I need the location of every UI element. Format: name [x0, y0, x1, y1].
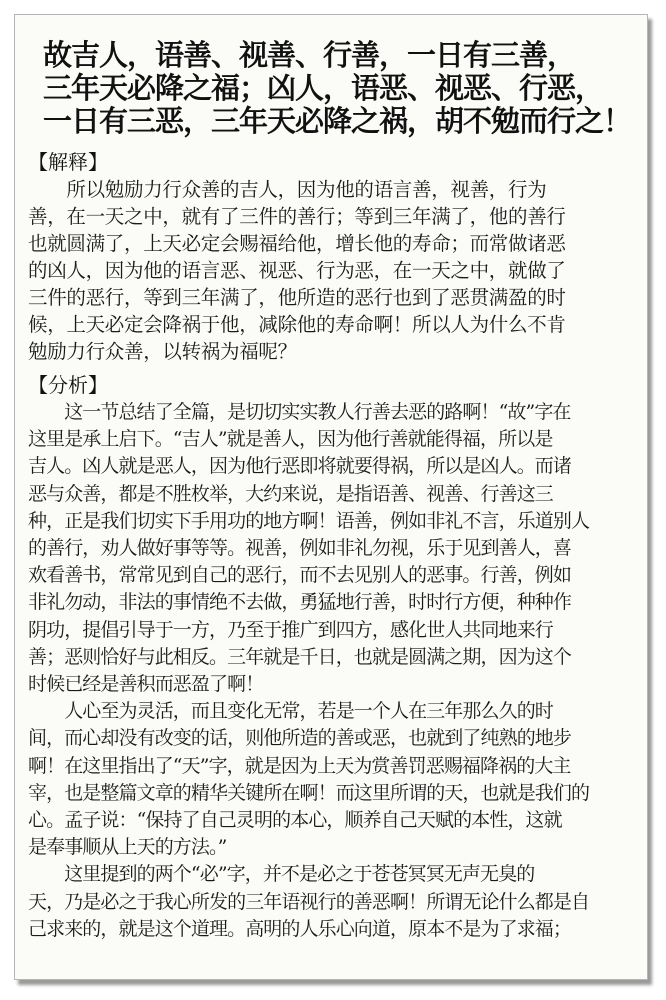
text-line: 所以勉励力行众善的吉人，因为他的语言善，视善，行为 — [28, 178, 547, 201]
analysis-paragraph-1 — [28, 399, 640, 698]
text-line: 的善行，劝人做好事等等。视善，例如非礼勿视，乐于见到善人，喜 — [28, 537, 572, 560]
text-line: 啊！在这里指出了“天”字，就是因为上天为赏善罚恶赐福降祸的大主 — [28, 754, 571, 777]
text-line: 也就圆满了，上天必定会赐福给他，增长他的寿命；而常做诸恶 — [28, 232, 566, 255]
text-line: 己求来的，就是这个道理。高明的人乐心向道，原本不是为了求福； — [28, 917, 572, 940]
text-line: 这里是承上启下。“吉人”就是善人，因为他行善就能得福，所以是 — [28, 428, 553, 451]
classical-text-line: 故吉人，语善、视善、行善，一日有三善， — [43, 38, 576, 72]
text-line: 种，正是我们切实下手用功的地方啊！语善，例如非礼不言，乐道别人 — [28, 509, 590, 532]
text-line: 善；恶则恰好与此相反。三年就是千日，也就是圆满之期，因为这个 — [28, 645, 572, 668]
text-line: 恶与众善，都是不胜枚举，大约来说，是指语善、视善、行善这三 — [28, 482, 553, 505]
text-line: 时候已经是善积而恶盈了啊！ — [28, 673, 264, 696]
classical-text — [43, 39, 648, 138]
text-line: 善，在一天之中，就有了三件的善行；等到三年满了，他的善行 — [28, 205, 566, 228]
text-line: 候，上天必定会降祸于他，减除他的寿命啊！所以人为什么不肯 — [28, 313, 566, 336]
text-line: 非礼勿动，非法的事情绝不去做，勇猛地行善，时时行方便，种种作 — [28, 591, 572, 614]
explanation-paragraph — [28, 176, 640, 365]
text-line: 这一节总结了全篇，是切切实实教人行善去恶的路啊！“故”字在 — [28, 401, 571, 423]
text-line: 勉励力行众善，以转祸为福呢？ — [28, 340, 297, 363]
classical-text-line: 一日有三恶，三年天必降之祸，胡不勉而行之！ — [43, 104, 632, 138]
text-line: 三件的恶行，等到三年满了，他所造的恶行也到了恶贯满盈的时 — [28, 286, 566, 309]
explanation-section — [28, 148, 640, 365]
classical-text-line: 三年天必降之福；凶人，语恶、视恶、行恶， — [43, 71, 604, 105]
text-line: 间，而心却没有改变的话，则他所造的善或恶，也就到了纯熟的地步 — [28, 727, 572, 750]
text-line: 宰，也是整篇文章的精华关键所在啊！而这里所谓的天，也就是我们的 — [28, 781, 590, 804]
analysis-section — [28, 371, 640, 943]
text-line: 心。孟子说：“保持了自己灵明的本心，顺养自己天赋的本性，这就 — [28, 809, 562, 832]
text-line: 天，乃是必之于我心所发的三年语视行的善恶啊！所谓无论什么都是自 — [28, 890, 590, 913]
text-line: 是奉事顺从上天的方法。” — [28, 836, 227, 859]
text-line: 的凶人，因为他的语言恶、视恶、行为恶，在一天之中，就做了 — [28, 259, 566, 282]
text-line: 阴功，提倡引导于一方，乃至于推广到四方，感化世人共同地来行 — [28, 618, 553, 641]
text-line: 人心至为灵活，而且变化无常，若是一个人在三年那么久的时 — [28, 700, 553, 723]
analysis-paragraph-2 — [28, 698, 640, 861]
explanation-heading: 【解释】 — [28, 150, 108, 174]
text-line: 这里提到的两个“必”字，并不是必之于苍苍冥冥无声无臭的 — [28, 863, 535, 886]
analysis-paragraph-3 — [28, 861, 640, 943]
text-line: 吉人。凶人就是恶人，因为他行恶即将就要得祸，所以是凶人。而诸 — [28, 455, 572, 478]
text-line: 欢看善书，常常见到自己的恶行，而不去见别人的恶事。行善，例如 — [28, 564, 572, 587]
analysis-heading: 【分析】 — [28, 373, 108, 397]
